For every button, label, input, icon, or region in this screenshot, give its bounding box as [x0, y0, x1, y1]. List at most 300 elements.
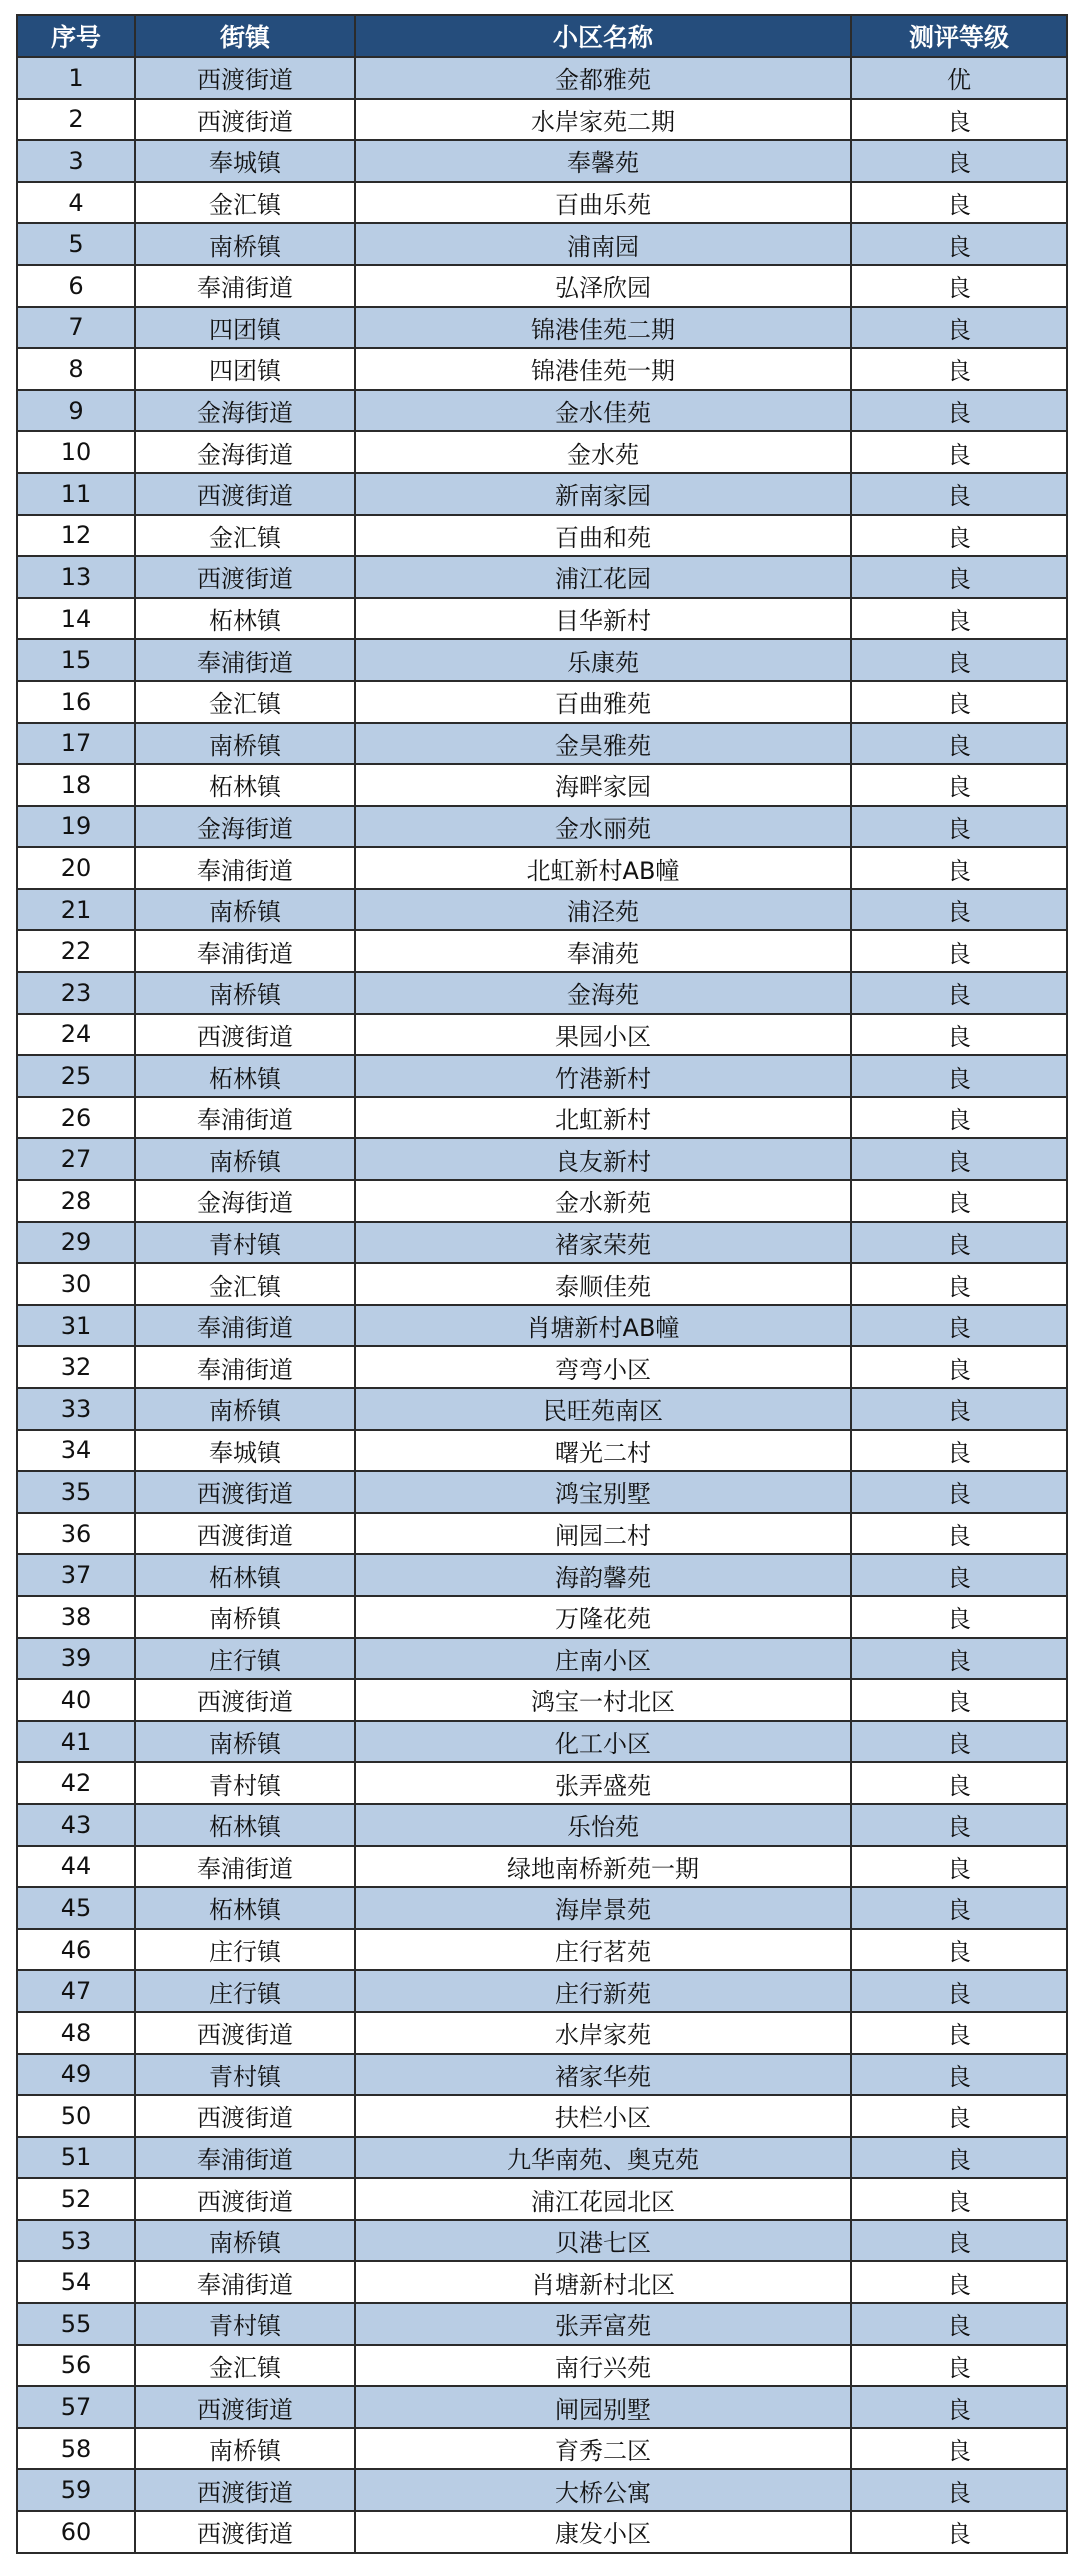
cell-subdistrict: 庄行镇 [135, 1638, 355, 1680]
table-row [17, 2428, 1067, 2470]
cell-serial-number: 46 [17, 1929, 135, 1971]
cell-serial-number: 56 [17, 2345, 135, 2387]
cell-serial-number: 25 [17, 1055, 135, 1097]
table-row [17, 1346, 1067, 1388]
table-row [17, 1180, 1067, 1222]
cell-community-name: 泰顺佳苑 [355, 1263, 851, 1305]
cell-rating-level: 良 [851, 1138, 1067, 1180]
cell-rating-level: 良 [851, 1346, 1067, 1388]
cell-community-name: 扶栏小区 [355, 2095, 851, 2137]
cell-rating-level: 良 [851, 1887, 1067, 1929]
cell-serial-number: 37 [17, 1554, 135, 1596]
table-row [17, 1846, 1067, 1888]
cell-rating-level: 良 [851, 2261, 1067, 2303]
cell-serial-number: 59 [17, 2469, 135, 2511]
cell-subdistrict: 西渡街道 [135, 2511, 355, 2553]
table-row [17, 1762, 1067, 1804]
cell-serial-number: 44 [17, 1846, 135, 1888]
cell-subdistrict: 金海街道 [135, 1180, 355, 1222]
table-row [17, 265, 1067, 307]
cell-subdistrict: 金汇镇 [135, 182, 355, 224]
table-row [17, 1513, 1067, 1555]
cell-subdistrict: 南桥镇 [135, 972, 355, 1014]
cell-community-name: 锦港佳苑一期 [355, 348, 851, 390]
cell-rating-level: 良 [851, 307, 1067, 349]
cell-rating-level: 良 [851, 639, 1067, 681]
cell-subdistrict: 西渡街道 [135, 556, 355, 598]
cell-serial-number: 57 [17, 2386, 135, 2428]
cell-community-name: 万隆花苑 [355, 1596, 851, 1638]
cell-serial-number: 41 [17, 1721, 135, 1763]
cell-serial-number: 45 [17, 1887, 135, 1929]
cell-subdistrict: 奉城镇 [135, 140, 355, 182]
cell-subdistrict: 奉浦街道 [135, 847, 355, 889]
cell-community-name: 水岸家苑 [355, 2012, 851, 2054]
table-row [17, 1305, 1067, 1347]
cell-community-name: 百曲乐苑 [355, 182, 851, 224]
cell-serial-number: 47 [17, 1970, 135, 2012]
header-row [17, 15, 1067, 57]
cell-serial-number: 21 [17, 889, 135, 931]
cell-serial-number: 58 [17, 2428, 135, 2470]
table-row [17, 1929, 1067, 1971]
cell-rating-level: 良 [851, 930, 1067, 972]
cell-community-name: 水岸家苑二期 [355, 99, 851, 141]
cell-community-name: 乐怡苑 [355, 1804, 851, 1846]
cell-subdistrict: 南桥镇 [135, 1596, 355, 1638]
cell-serial-number: 16 [17, 681, 135, 723]
table-row [17, 2137, 1067, 2179]
cell-subdistrict: 金海街道 [135, 806, 355, 848]
cell-serial-number: 18 [17, 764, 135, 806]
cell-community-name: 化工小区 [355, 1721, 851, 1763]
table-body [17, 57, 1067, 2553]
cell-community-name: 海岸景苑 [355, 1887, 851, 1929]
cell-subdistrict: 柘林镇 [135, 1887, 355, 1929]
cell-rating-level: 良 [851, 1970, 1067, 2012]
table-row [17, 2511, 1067, 2553]
cell-serial-number: 8 [17, 348, 135, 390]
cell-community-name: 北虹新村 [355, 1097, 851, 1139]
table-row [17, 1804, 1067, 1846]
table-row [17, 99, 1067, 141]
cell-community-name: 浦泾苑 [355, 889, 851, 931]
cell-rating-level: 良 [851, 2469, 1067, 2511]
table-row [17, 515, 1067, 557]
cell-serial-number: 34 [17, 1430, 135, 1472]
cell-subdistrict: 金汇镇 [135, 681, 355, 723]
cell-subdistrict: 奉浦街道 [135, 930, 355, 972]
cell-subdistrict: 青村镇 [135, 1762, 355, 1804]
cell-community-name: 庄行新苑 [355, 1970, 851, 2012]
table-row [17, 1638, 1067, 1680]
table-row [17, 2012, 1067, 2054]
cell-rating-level: 良 [851, 1471, 1067, 1513]
cell-serial-number: 39 [17, 1638, 135, 1680]
cell-community-name: 奉馨苑 [355, 140, 851, 182]
table-row [17, 1596, 1067, 1638]
cell-rating-level: 良 [851, 140, 1067, 182]
cell-community-name: 金海苑 [355, 972, 851, 1014]
cell-subdistrict: 青村镇 [135, 1222, 355, 1264]
cell-rating-level: 良 [851, 1388, 1067, 1430]
cell-rating-level: 良 [851, 1180, 1067, 1222]
cell-serial-number: 40 [17, 1679, 135, 1721]
table-row [17, 1222, 1067, 1264]
table-row [17, 723, 1067, 765]
cell-subdistrict: 柘林镇 [135, 764, 355, 806]
cell-rating-level: 良 [851, 265, 1067, 307]
cell-community-name: 张弄盛苑 [355, 1762, 851, 1804]
table-row [17, 473, 1067, 515]
cell-rating-level: 良 [851, 431, 1067, 473]
cell-rating-level: 良 [851, 223, 1067, 265]
cell-subdistrict: 西渡街道 [135, 473, 355, 515]
table-row [17, 639, 1067, 681]
cell-serial-number: 23 [17, 972, 135, 1014]
cell-serial-number: 20 [17, 847, 135, 889]
cell-rating-level: 良 [851, 764, 1067, 806]
table-row [17, 889, 1067, 931]
cell-community-name: 绿地南桥新苑一期 [355, 1846, 851, 1888]
table-row [17, 1554, 1067, 1596]
cell-rating-level: 良 [851, 1679, 1067, 1721]
cell-community-name: 庄行茗苑 [355, 1929, 851, 1971]
cell-serial-number: 52 [17, 2178, 135, 2220]
cell-rating-level: 良 [851, 681, 1067, 723]
cell-subdistrict: 南桥镇 [135, 1138, 355, 1180]
cell-rating-level: 良 [851, 1222, 1067, 1264]
cell-subdistrict: 西渡街道 [135, 2178, 355, 2220]
cell-subdistrict: 南桥镇 [135, 2428, 355, 2470]
cell-subdistrict: 金汇镇 [135, 1263, 355, 1305]
cell-rating-level: 良 [851, 1263, 1067, 1305]
table-row [17, 140, 1067, 182]
rating-table-container [16, 14, 1066, 2554]
cell-serial-number: 15 [17, 639, 135, 681]
cell-community-name: 浦南园 [355, 223, 851, 265]
table-row [17, 1970, 1067, 2012]
cell-subdistrict: 南桥镇 [135, 2220, 355, 2262]
cell-serial-number: 48 [17, 2012, 135, 2054]
cell-rating-level: 良 [851, 1055, 1067, 1097]
cell-serial-number: 2 [17, 99, 135, 141]
cell-community-name: 金水苑 [355, 431, 851, 473]
cell-rating-level: 良 [851, 723, 1067, 765]
cell-subdistrict: 庄行镇 [135, 1929, 355, 1971]
cell-serial-number: 33 [17, 1388, 135, 1430]
cell-community-name: 果园小区 [355, 1014, 851, 1056]
cell-rating-level: 良 [851, 1638, 1067, 1680]
cell-community-name: 肖塘新村AB幢 [355, 1305, 851, 1347]
cell-subdistrict: 奉浦街道 [135, 1846, 355, 1888]
table-row [17, 223, 1067, 265]
cell-subdistrict: 四团镇 [135, 348, 355, 390]
cell-rating-level: 良 [851, 1554, 1067, 1596]
cell-community-name: 鸿宝别墅 [355, 1471, 851, 1513]
table-row [17, 1263, 1067, 1305]
table-row [17, 2220, 1067, 2262]
cell-subdistrict: 庄行镇 [135, 1970, 355, 2012]
cell-rating-level: 良 [851, 1721, 1067, 1763]
table-row [17, 1055, 1067, 1097]
cell-rating-level: 良 [851, 1929, 1067, 1971]
cell-serial-number: 1 [17, 57, 135, 99]
cell-subdistrict: 柘林镇 [135, 1554, 355, 1596]
cell-rating-level: 良 [851, 598, 1067, 640]
cell-subdistrict: 青村镇 [135, 2054, 355, 2096]
cell-rating-level: 良 [851, 847, 1067, 889]
cell-community-name: 百曲雅苑 [355, 681, 851, 723]
table-row [17, 1097, 1067, 1139]
table-row [17, 2095, 1067, 2137]
cell-rating-level: 良 [851, 1014, 1067, 1056]
cell-subdistrict: 柘林镇 [135, 598, 355, 640]
cell-subdistrict: 金汇镇 [135, 2345, 355, 2387]
cell-rating-level: 良 [851, 556, 1067, 598]
header-serial-number: 序号 [17, 15, 135, 57]
cell-community-name: 北虹新村AB幢 [355, 847, 851, 889]
table-row [17, 2345, 1067, 2387]
cell-rating-level: 良 [851, 1596, 1067, 1638]
cell-serial-number: 4 [17, 182, 135, 224]
cell-serial-number: 10 [17, 431, 135, 473]
cell-subdistrict: 西渡街道 [135, 1471, 355, 1513]
cell-serial-number: 5 [17, 223, 135, 265]
cell-serial-number: 31 [17, 1305, 135, 1347]
cell-community-name: 曙光二村 [355, 1430, 851, 1472]
cell-rating-level: 良 [851, 473, 1067, 515]
cell-serial-number: 26 [17, 1097, 135, 1139]
table-row [17, 972, 1067, 1014]
cell-rating-level: 优 [851, 57, 1067, 99]
cell-serial-number: 43 [17, 1804, 135, 1846]
cell-community-name: 金水佳苑 [355, 390, 851, 432]
cell-community-name: 竹港新村 [355, 1055, 851, 1097]
cell-community-name: 弯弯小区 [355, 1346, 851, 1388]
table-row [17, 1014, 1067, 1056]
cell-subdistrict: 奉浦街道 [135, 1346, 355, 1388]
cell-serial-number: 35 [17, 1471, 135, 1513]
cell-rating-level: 良 [851, 2012, 1067, 2054]
cell-serial-number: 49 [17, 2054, 135, 2096]
cell-community-name: 褚家荣苑 [355, 1222, 851, 1264]
cell-rating-level: 良 [851, 390, 1067, 432]
cell-community-name: 良友新村 [355, 1138, 851, 1180]
cell-serial-number: 3 [17, 140, 135, 182]
table-row [17, 806, 1067, 848]
cell-serial-number: 29 [17, 1222, 135, 1264]
table-row [17, 2469, 1067, 2511]
cell-community-name: 金水新苑 [355, 1180, 851, 1222]
table-row [17, 2261, 1067, 2303]
cell-subdistrict: 奉浦街道 [135, 2261, 355, 2303]
table-row [17, 556, 1067, 598]
table-row [17, 307, 1067, 349]
cell-serial-number: 24 [17, 1014, 135, 1056]
table-row [17, 1887, 1067, 1929]
cell-rating-level: 良 [851, 1762, 1067, 1804]
cell-subdistrict: 西渡街道 [135, 2469, 355, 2511]
cell-rating-level: 良 [851, 1846, 1067, 1888]
cell-rating-level: 良 [851, 2095, 1067, 2137]
cell-community-name: 闸园别墅 [355, 2386, 851, 2428]
table-row [17, 1471, 1067, 1513]
cell-subdistrict: 南桥镇 [135, 889, 355, 931]
cell-community-name: 张弄富苑 [355, 2303, 851, 2345]
cell-community-name: 百曲和苑 [355, 515, 851, 557]
cell-community-name: 褚家华苑 [355, 2054, 851, 2096]
cell-serial-number: 17 [17, 723, 135, 765]
header-rating-level: 测评等级 [851, 15, 1067, 57]
table-row [17, 1388, 1067, 1430]
cell-rating-level: 良 [851, 2345, 1067, 2387]
cell-rating-level: 良 [851, 2178, 1067, 2220]
cell-rating-level: 良 [851, 1430, 1067, 1472]
cell-serial-number: 19 [17, 806, 135, 848]
table-row [17, 390, 1067, 432]
cell-serial-number: 7 [17, 307, 135, 349]
cell-community-name: 肖塘新村北区 [355, 2261, 851, 2303]
cell-community-name: 金都雅苑 [355, 57, 851, 99]
table-row [17, 2386, 1067, 2428]
cell-serial-number: 30 [17, 1263, 135, 1305]
cell-rating-level: 良 [851, 99, 1067, 141]
table-row [17, 598, 1067, 640]
cell-serial-number: 13 [17, 556, 135, 598]
cell-subdistrict: 青村镇 [135, 2303, 355, 2345]
cell-subdistrict: 奉浦街道 [135, 1305, 355, 1347]
cell-community-name: 大桥公寓 [355, 2469, 851, 2511]
cell-community-name: 金水丽苑 [355, 806, 851, 848]
cell-community-name: 奉浦苑 [355, 930, 851, 972]
cell-subdistrict: 金汇镇 [135, 515, 355, 557]
cell-serial-number: 22 [17, 930, 135, 972]
cell-subdistrict: 西渡街道 [135, 2095, 355, 2137]
cell-community-name: 庄南小区 [355, 1638, 851, 1680]
cell-rating-level: 良 [851, 2054, 1067, 2096]
table-row [17, 930, 1067, 972]
cell-subdistrict: 奉浦街道 [135, 639, 355, 681]
table-row [17, 2303, 1067, 2345]
cell-serial-number: 38 [17, 1596, 135, 1638]
header-subdistrict: 街镇 [135, 15, 355, 57]
cell-subdistrict: 柘林镇 [135, 1804, 355, 1846]
cell-community-name: 贝港七区 [355, 2220, 851, 2262]
cell-serial-number: 27 [17, 1138, 135, 1180]
cell-serial-number: 53 [17, 2220, 135, 2262]
cell-subdistrict: 奉浦街道 [135, 265, 355, 307]
cell-subdistrict: 南桥镇 [135, 223, 355, 265]
cell-rating-level: 良 [851, 972, 1067, 1014]
cell-subdistrict: 奉城镇 [135, 1430, 355, 1472]
cell-rating-level: 良 [851, 889, 1067, 931]
cell-community-name: 锦港佳苑二期 [355, 307, 851, 349]
cell-community-name: 民旺苑南区 [355, 1388, 851, 1430]
cell-community-name: 康发小区 [355, 2511, 851, 2553]
table-row [17, 348, 1067, 390]
cell-serial-number: 55 [17, 2303, 135, 2345]
cell-subdistrict: 南桥镇 [135, 723, 355, 765]
cell-serial-number: 11 [17, 473, 135, 515]
cell-rating-level: 良 [851, 2220, 1067, 2262]
cell-community-name: 海畔家园 [355, 764, 851, 806]
cell-serial-number: 32 [17, 1346, 135, 1388]
cell-subdistrict: 西渡街道 [135, 1679, 355, 1721]
cell-rating-level: 良 [851, 1097, 1067, 1139]
cell-subdistrict: 金海街道 [135, 431, 355, 473]
cell-subdistrict: 西渡街道 [135, 99, 355, 141]
cell-subdistrict: 西渡街道 [135, 57, 355, 99]
table-row [17, 1679, 1067, 1721]
table-row [17, 57, 1067, 99]
cell-rating-level: 良 [851, 182, 1067, 224]
cell-serial-number: 9 [17, 390, 135, 432]
cell-rating-level: 良 [851, 348, 1067, 390]
cell-community-name: 金昊雅苑 [355, 723, 851, 765]
table-row [17, 1430, 1067, 1472]
cell-subdistrict: 金海街道 [135, 390, 355, 432]
cell-serial-number: 36 [17, 1513, 135, 1555]
community-rating-table [16, 14, 1068, 2554]
table-row [17, 1138, 1067, 1180]
cell-community-name: 九华南苑、奥克苑 [355, 2137, 851, 2179]
cell-subdistrict: 西渡街道 [135, 1014, 355, 1056]
cell-serial-number: 50 [17, 2095, 135, 2137]
cell-rating-level: 良 [851, 1804, 1067, 1846]
cell-community-name: 乐康苑 [355, 639, 851, 681]
cell-subdistrict: 西渡街道 [135, 2386, 355, 2428]
cell-subdistrict: 西渡街道 [135, 1513, 355, 1555]
cell-rating-level: 良 [851, 2511, 1067, 2553]
table-row [17, 681, 1067, 723]
cell-community-name: 弘泽欣园 [355, 265, 851, 307]
cell-community-name: 目华新村 [355, 598, 851, 640]
cell-rating-level: 良 [851, 2137, 1067, 2179]
cell-serial-number: 12 [17, 515, 135, 557]
cell-subdistrict: 奉浦街道 [135, 2137, 355, 2179]
cell-serial-number: 60 [17, 2511, 135, 2553]
table-row [17, 182, 1067, 224]
cell-community-name: 南行兴苑 [355, 2345, 851, 2387]
cell-rating-level: 良 [851, 2303, 1067, 2345]
cell-subdistrict: 柘林镇 [135, 1055, 355, 1097]
cell-rating-level: 良 [851, 2428, 1067, 2470]
table-header [17, 15, 1067, 57]
cell-community-name: 海韵馨苑 [355, 1554, 851, 1596]
cell-rating-level: 良 [851, 515, 1067, 557]
cell-subdistrict: 奉浦街道 [135, 1097, 355, 1139]
cell-community-name: 闸园二村 [355, 1513, 851, 1555]
header-community-name: 小区名称 [355, 15, 851, 57]
cell-serial-number: 54 [17, 2261, 135, 2303]
cell-community-name: 浦江花园 [355, 556, 851, 598]
cell-subdistrict: 南桥镇 [135, 1721, 355, 1763]
cell-serial-number: 28 [17, 1180, 135, 1222]
cell-community-name: 浦江花园北区 [355, 2178, 851, 2220]
cell-serial-number: 6 [17, 265, 135, 307]
cell-community-name: 鸿宝一村北区 [355, 1679, 851, 1721]
table-row [17, 2178, 1067, 2220]
cell-community-name: 新南家园 [355, 473, 851, 515]
cell-subdistrict: 四团镇 [135, 307, 355, 349]
table-row [17, 431, 1067, 473]
table-row [17, 847, 1067, 889]
table-row [17, 1721, 1067, 1763]
cell-subdistrict: 西渡街道 [135, 2012, 355, 2054]
cell-subdistrict: 南桥镇 [135, 1388, 355, 1430]
cell-rating-level: 良 [851, 1513, 1067, 1555]
